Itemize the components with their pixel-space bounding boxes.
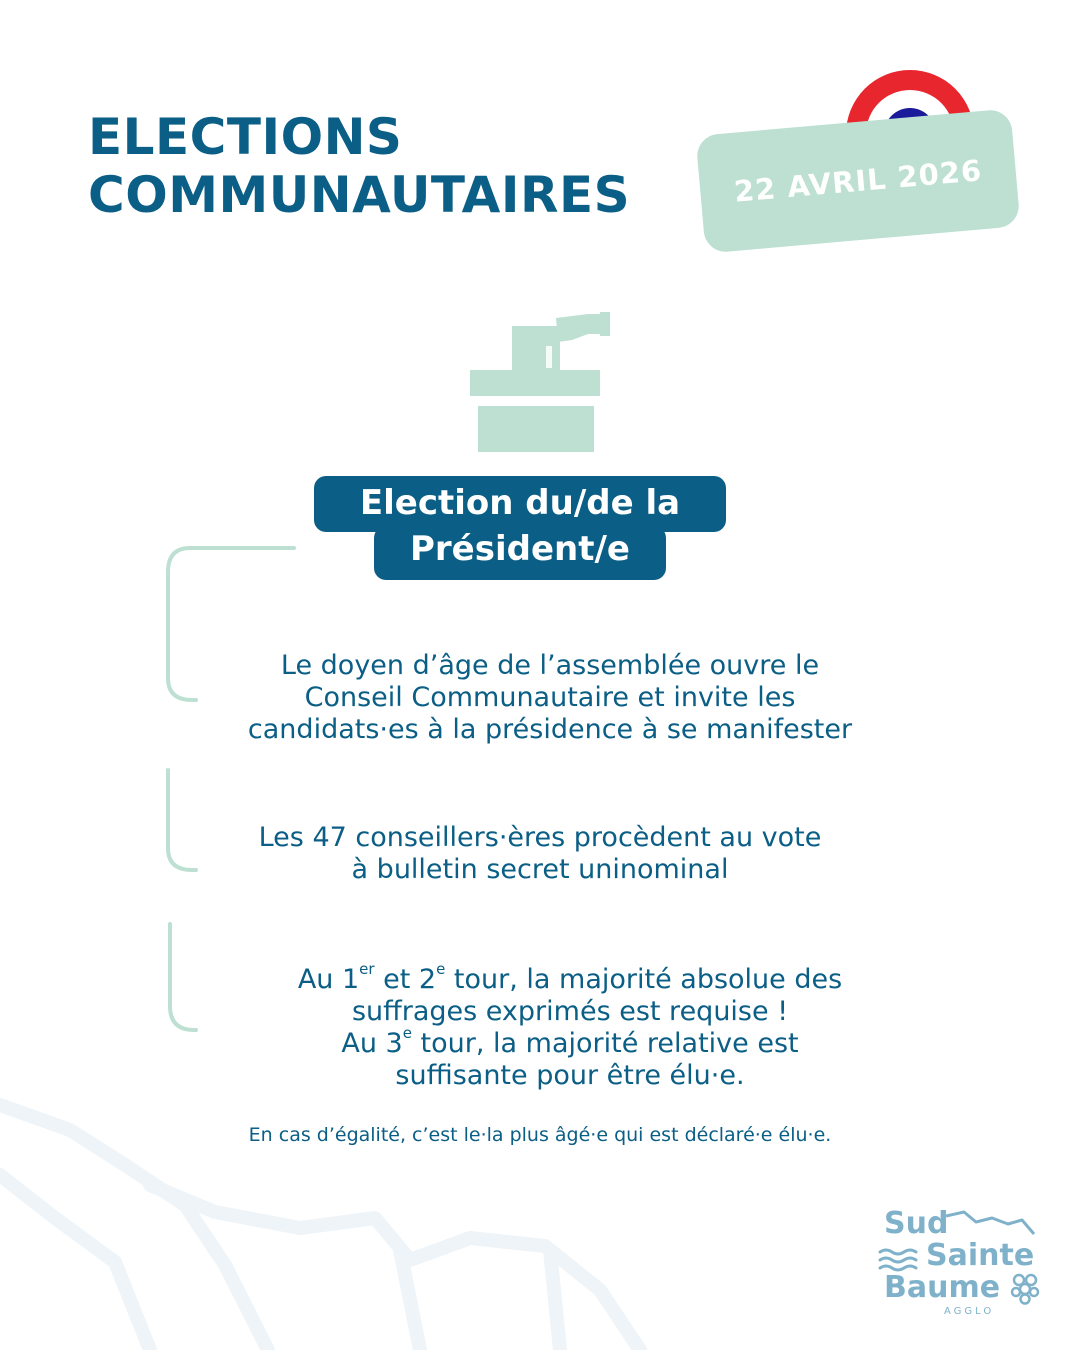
- step-3-line-3: Au 3e tour, la majorité relative est: [341, 1024, 799, 1059]
- logo-agglo: AGGLO: [944, 1306, 995, 1317]
- date-text: 22 AVRIL 2026: [732, 153, 984, 209]
- step-3-line-1: Au 1er et 2e tour, la majorité absolue des: [297, 960, 843, 995]
- step-1-line-3: candidats·es à la présidence à se manifester: [247, 714, 853, 745]
- section-title: [314, 476, 726, 580]
- step-3-line-4: suffisante pour être élu·e.: [395, 1060, 745, 1091]
- step-3-text: [210, 960, 930, 1092]
- step-1-line-1: Le doyen d’âge de l’assemblée ouvre le: [280, 650, 820, 681]
- title-line-1: ELECTIONS: [88, 108, 403, 166]
- ballot-box-icon: [468, 310, 612, 454]
- section-title-line-1: Election du/de la: [359, 483, 681, 523]
- step-1-text: [180, 650, 920, 746]
- page-title: [88, 108, 630, 224]
- grapes-icon: [1010, 1270, 1040, 1306]
- mountain-outline-icon: [946, 1208, 1036, 1238]
- section-title-text: [314, 480, 726, 572]
- tie-note: En cas d’égalité, c’est le·la plus âgé·e qui est déclaré·e élu·e.: [248, 1124, 832, 1146]
- step-2-text: [180, 822, 900, 886]
- date-badge: [695, 108, 1020, 253]
- logo-word-baume: Baume: [884, 1270, 1001, 1305]
- step-3-line-2: suffrages exprimés est requise !: [351, 996, 789, 1027]
- logo-word-sud: Sud: [884, 1206, 949, 1241]
- step-1-line-2: Conseil Communautaire et invite les: [304, 682, 796, 713]
- step-2-line-1: Les 47 conseillers·ères procèdent au vote: [258, 822, 822, 853]
- logo-word-sainte: Sainte: [926, 1238, 1035, 1273]
- title-line-2: COMMUNAUTAIRES: [88, 166, 631, 224]
- section-title-line-2: Président/e: [410, 529, 630, 569]
- sud-sainte-baume-logo: [876, 1206, 1046, 1326]
- step-2-line-2: à bulletin secret uninominal: [351, 854, 729, 885]
